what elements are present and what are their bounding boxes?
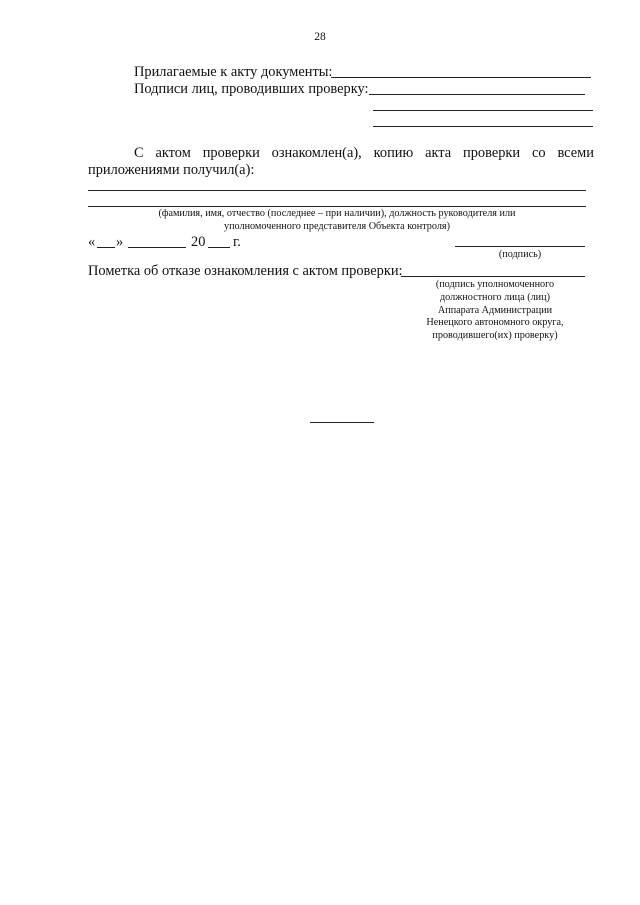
- attached-docs-label: Прилагаемые к акту документы:: [134, 64, 333, 80]
- fio-line-1: [88, 190, 586, 191]
- acquaint-word: проверки: [463, 145, 521, 161]
- refusal-caption-line: (подпись уполномоченного: [435, 279, 555, 290]
- signature-line: [455, 246, 585, 247]
- attached-docs-line: [331, 77, 591, 78]
- acquaint-line-1: [134, 145, 594, 162]
- date-year-prefix: 20: [191, 234, 206, 250]
- end-separator: [310, 422, 374, 423]
- acquaint-line-2: приложениями получил(а):: [88, 162, 255, 178]
- fio-caption-line-2: уполномоченного представителя Объекта контроля): [223, 221, 451, 232]
- date-month-line: [128, 247, 186, 248]
- date-open-quote: «: [88, 234, 96, 250]
- refusal-caption-line: Ненецкого автономного округа,: [426, 317, 564, 329]
- acquaint-word: С: [134, 145, 144, 161]
- fio-caption-line-1: (фамилия, имя, отчество (последнее – при наличии), должность руководителя или: [158, 208, 516, 219]
- refusal-caption: [405, 279, 585, 343]
- date-suffix: г.: [233, 234, 241, 250]
- date-year-line: [208, 247, 230, 248]
- acquaint-word: акта: [425, 145, 452, 161]
- refusal-caption-line: Аппарата Администрации: [437, 304, 553, 316]
- refusal-caption-line: должностного лица (лиц): [440, 291, 550, 303]
- signature-line-1: [369, 94, 585, 95]
- refusal-line: [401, 276, 585, 277]
- signatures-label: Подписи лиц, проводивших проверку:: [134, 81, 369, 97]
- refusal-caption-line: проводившего(их) проверку): [432, 330, 558, 342]
- acquaint-word: со: [531, 145, 546, 161]
- acquaint-word: всеми: [557, 145, 594, 161]
- fio-line-2: [88, 206, 586, 207]
- signature-caption: (подпись): [498, 249, 542, 260]
- acquaint-word: копию: [373, 145, 414, 161]
- date-day-line: [97, 247, 115, 248]
- page-number: 28: [314, 31, 326, 43]
- acquaint-word: актом: [155, 145, 191, 161]
- acquaint-word: ознакомлен(а),: [271, 145, 362, 161]
- acquaint-word: проверки: [202, 145, 260, 161]
- refusal-label: Пометка об отказе ознакомления с актом проверки:: [88, 263, 403, 279]
- signature-line-3: [373, 126, 593, 127]
- signature-line-2: [373, 110, 593, 111]
- date-close-quote: »: [116, 234, 124, 250]
